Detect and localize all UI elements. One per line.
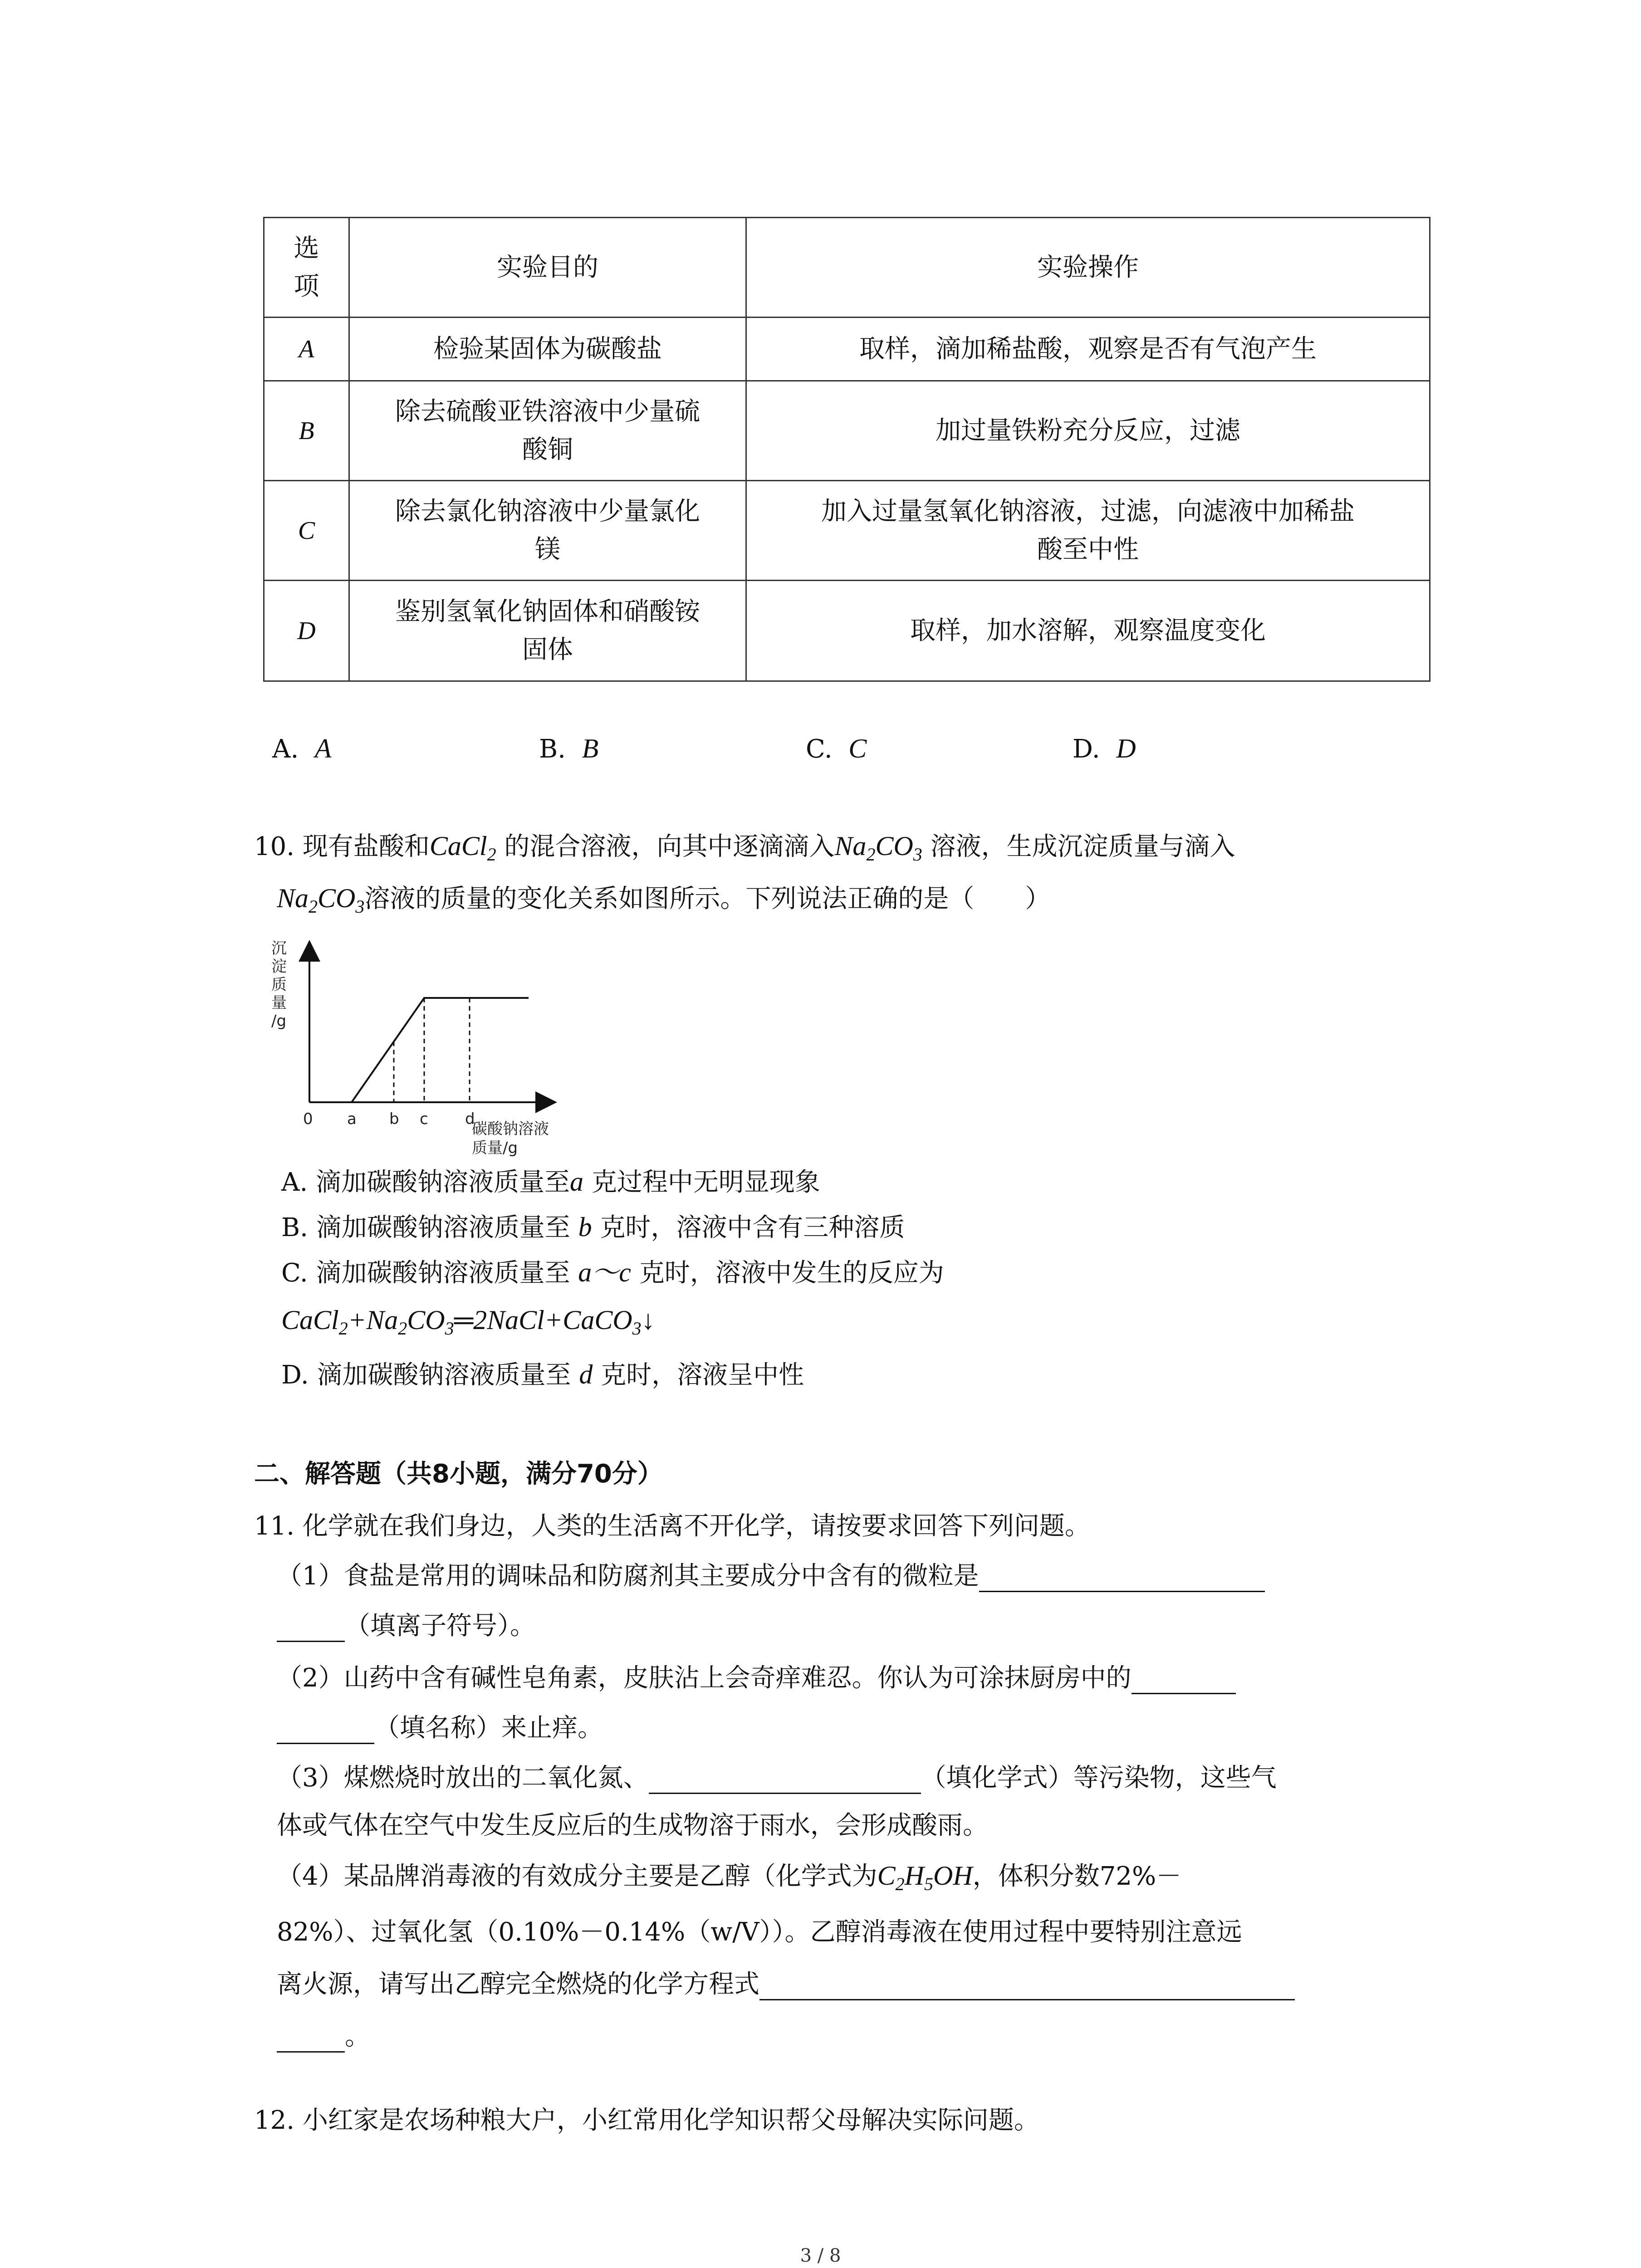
precipitate-chart xyxy=(268,934,585,1170)
q10-option-b: B. 滴加碳酸钠溶液质量至 b 克时，溶液中含有三种溶质 xyxy=(281,1212,905,1242)
choice-d: D. D xyxy=(1073,733,1136,764)
x-tick-labels xyxy=(303,1110,475,1128)
section-title: 二、解答题（共8小题，满分70分） xyxy=(254,1459,663,1489)
q11-part4-line3: 离火源，请写出乙醇完全燃烧的化学方程式 xyxy=(277,1969,1295,2000)
q10-option-d: D. 滴加碳酸钠溶液质量至 d 克时，溶液呈中性 xyxy=(281,1359,804,1390)
tick-label-a: a xyxy=(347,1110,357,1128)
q11-intro: 11. 化学就在我们身边，人类的生活离不开化学，请按要求回答下列问题。 xyxy=(254,1511,1090,1541)
choice-a: A. A xyxy=(272,733,332,764)
table-row xyxy=(264,581,1430,681)
answer-blank[interactable] xyxy=(1132,1667,1236,1694)
table-row xyxy=(264,481,1430,581)
answer-blank[interactable] xyxy=(979,1564,1265,1592)
q11-part3-line2: 体或气体在空气中发生反应后的生成物溶于雨水，会形成酸雨。 xyxy=(277,1811,988,1840)
y-label-char: 沉 xyxy=(271,939,287,958)
dashed-guides xyxy=(394,998,470,1102)
row-operation: 加入过量氢氧化钠溶液，过滤，向滤液中加稀盐 酸至中性 xyxy=(746,481,1430,581)
q11-part4-line4: 。 xyxy=(277,2021,370,2053)
row-option: D xyxy=(264,581,349,681)
q11-part1-line1: （1）食盐是常用的调味品和防腐剂其主要成分中含有的微粒是 xyxy=(277,1560,1265,1592)
header-option: 选项 xyxy=(264,218,349,318)
row-purpose: 除去硫酸亚铁溶液中少量硫 酸铜 xyxy=(349,381,746,481)
row-purpose: 检验某固体为碳酸盐 xyxy=(349,318,746,381)
tick-label-c: c xyxy=(420,1110,428,1128)
y-label-char: 质 xyxy=(271,976,287,994)
q10-option-a: A. 滴加碳酸钠溶液质量至a 克过程中无明显现象 xyxy=(281,1167,820,1197)
tick-label-b: b xyxy=(389,1110,399,1128)
table-row xyxy=(264,381,1430,481)
x-axis-label xyxy=(472,1120,549,1157)
q11-part4-line2: 82%）、过氧化氢（0.10%－0.14%（w/V））。乙醇消毒液在使用过程中要特别注意远 xyxy=(277,1917,1242,1947)
q12-text: 12. 小红家是农场种粮大户，小红常用化学知识帮父母解决实际问题。 xyxy=(254,2106,1039,2135)
header-operation: 实验操作 xyxy=(746,218,1430,318)
header-purpose: 实验目的 xyxy=(349,218,746,318)
q11-part4-line1: （4）某品牌消毒液的有效成分主要是乙醇（化学式为$C_2H_5OH$，体积分数72%－ xyxy=(277,1861,1182,1894)
answer-blank[interactable] xyxy=(759,1973,1295,2000)
row-operation: 取样，加水溶解，观察温度变化 xyxy=(746,581,1430,681)
choice-b: B. B xyxy=(539,733,599,764)
answer-blank[interactable] xyxy=(649,1766,921,1794)
y-label-char: 淀 xyxy=(271,958,287,976)
x-label-line: 碳酸钠溶液 xyxy=(472,1120,549,1138)
y-label-char: 量 xyxy=(271,994,287,1012)
experiment-table xyxy=(263,217,1430,682)
q11-part2-line1: （2）山药中含有碱性皂角素，皮肤沾上会奇痒难忍。你认为可涂抹厨房中的 xyxy=(277,1662,1236,1694)
q10-line2: $Na_2CO_3$溶液的质量的变化关系如图所示。下列说法正确的是（ ） xyxy=(277,883,1051,917)
origin-label: 0 xyxy=(303,1110,313,1128)
q11-part3-line1: （3）煤燃烧时放出的二氧化氮、 （填化学式）等污染物，这些气 xyxy=(277,1762,1277,1794)
q11-part1-line2: （填离子符号）。 xyxy=(277,1610,535,1642)
answer-blank[interactable] xyxy=(277,2025,345,2053)
row-purpose: 鉴别氢氧化钠固体和硝酸铵 固体 xyxy=(349,581,746,681)
row-option: B xyxy=(264,381,349,481)
row-operation: 加过量铁粉充分反应，过滤 xyxy=(746,381,1430,481)
q11-part2-line2: （填名称）来止痒。 xyxy=(277,1712,603,1744)
row-option: A xyxy=(264,318,349,381)
precipitate-curve xyxy=(309,998,529,1102)
row-option: C xyxy=(264,481,349,581)
answer-blank[interactable] xyxy=(277,1614,345,1642)
y-label-char: /g xyxy=(271,1012,287,1030)
y-axis-label xyxy=(271,939,287,1030)
tick-label-d: d xyxy=(465,1110,475,1128)
table-row xyxy=(264,318,1430,381)
page-number: 3 / 8 xyxy=(800,2245,841,2266)
choice-c: C. C xyxy=(806,733,867,764)
table-header-row xyxy=(264,218,1430,318)
x-label-line: 质量/g xyxy=(472,1139,518,1157)
q10-option-c: C. 滴加碳酸钠溶液质量至 a～c 克时，溶液中发生的反应为 xyxy=(281,1257,944,1288)
q10-option-c-equation: $CaCl_2+Na_2CO_3═2NaCl+CaCO_3↓$ xyxy=(281,1305,655,1339)
row-operation: 取样，滴加稀盐酸，观察是否有气泡产生 xyxy=(746,318,1430,381)
row-purpose: 除去氯化钠溶液中少量氯化 镁 xyxy=(349,481,746,581)
q10-line1: 10. 现有盐酸和CaCl$_2$ 的混合溶液，向其中逐滴滴入$Na_2CO_3$ 溶液，生成沉淀质量与滴入 xyxy=(254,831,1235,865)
answer-blank[interactable] xyxy=(277,1716,374,1744)
